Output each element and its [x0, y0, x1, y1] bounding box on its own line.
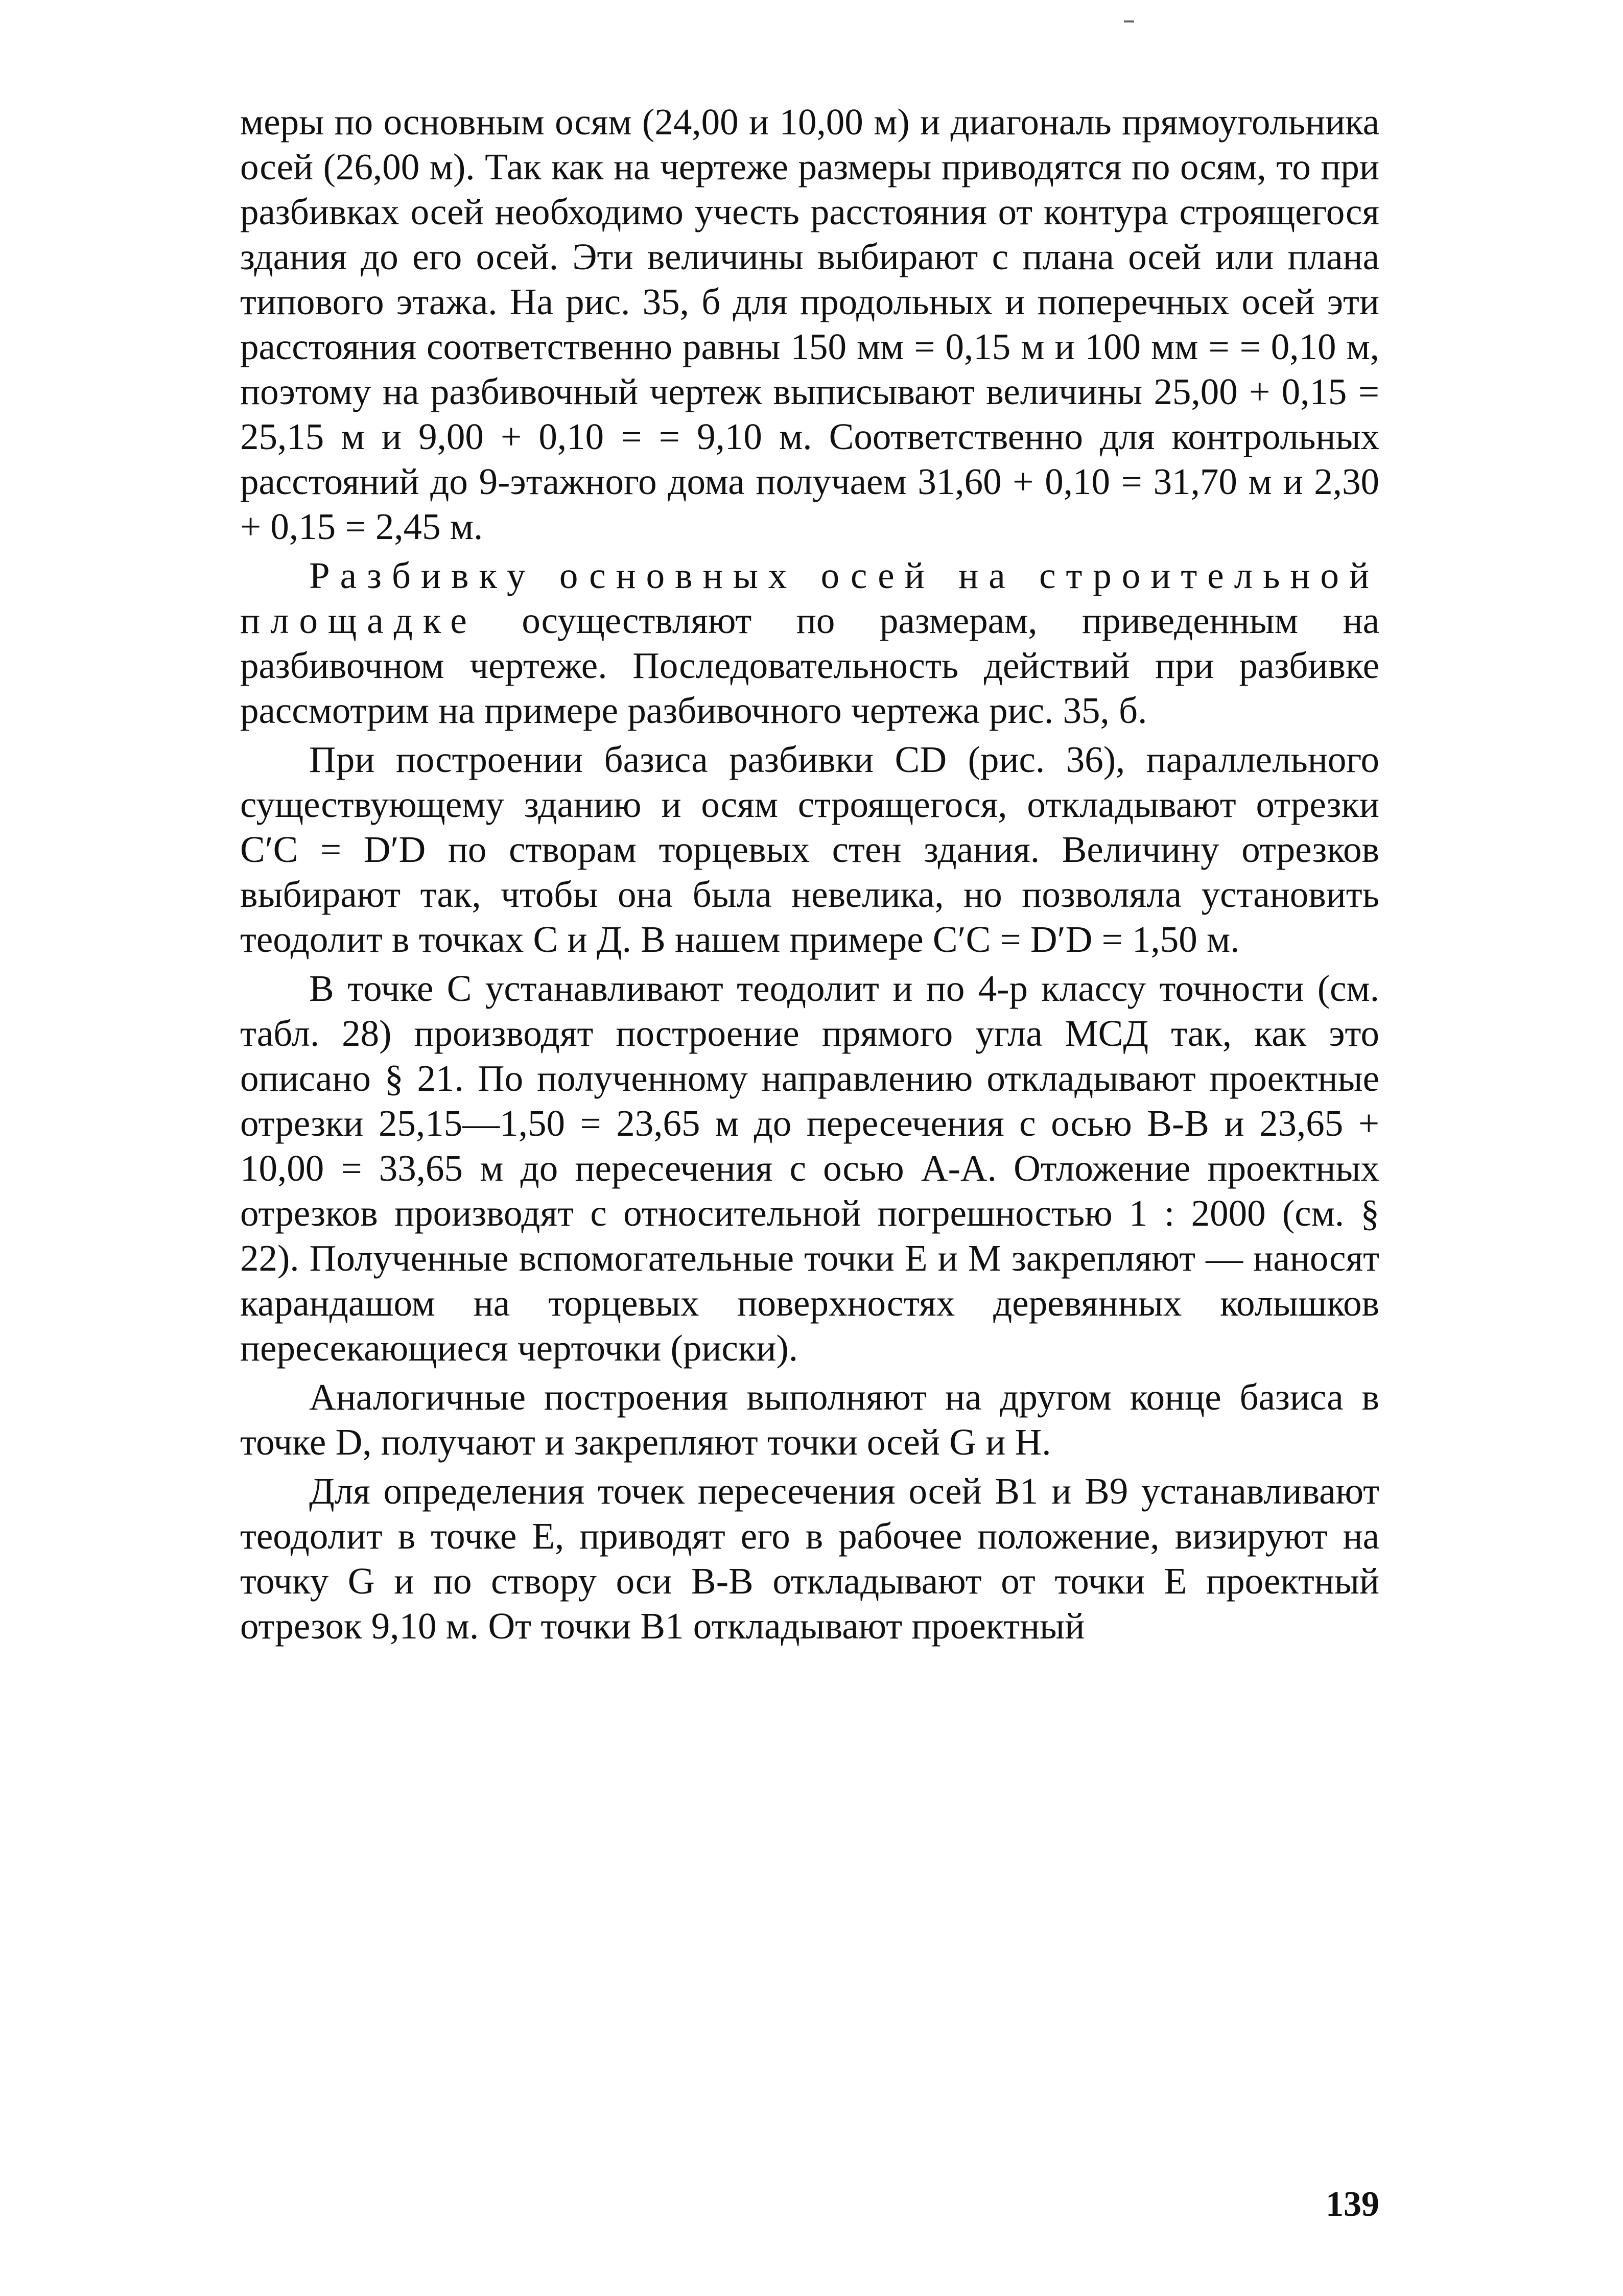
scan-mark: [1124, 20, 1134, 22]
paragraph-1: меры по основным осям (24,00 и 10,00 м) и диагональ прямоугольника осей (26,00 м). Так как на чертеже размеры приводятся по осям, то при разбивках осей необходимо учесть расстояния от контура строящегося здания до его осей. Эти величины выбирают с плана осей или плана типового этажа. На рис. 35, б для продольных и поперечных осей эти расстояния соответственно равны 150 мм = 0,15 м и 100 мм = = 0,10 м, поэтому на разбивочный чертеж выписывают величины 25,00 + 0,15 = 25,15 м и 9,00 + 0,10 = = 9,10 м. Соответственно для контрольных расстояний до 9-этажного дома получаем 31,60 + 0,10 = 31,70 м и 2,30 + 0,15 = 2,45 м.: [240, 101, 1379, 547]
page-number: 139: [1326, 2185, 1379, 2224]
paragraph-3: При построении базиса разбивки CD (рис. 36), параллельного существующему зданию и осям строящегося, откладывают отрезки C′C = D′D по створам торцевых стен здания. Величину отрезков выбирают так, чтобы она была невелика, но позволяла установить теодолит в точках C и Д. В нашем примере C′C = D′D = 1,50 м.: [240, 739, 1379, 960]
paragraph-2: [240, 553, 1379, 733]
spaced-lead: Разбивку основных осей на строительной площадке: [240, 555, 1379, 641]
page-body: [240, 100, 1379, 2224]
paragraph-6: Для определения точек пересечения осей B1 и B9 устанавливают теодолит в точке E, приводят его в рабочее положение, визируют на точку G и по створу оси B-B откладывают от точки E проектный отрезок 9,10 м. От точки B1 откладывают проектный: [240, 1470, 1379, 1647]
paragraph-2-rest: осуществляют по размерам, приведенным на разбивочном чертеже. Последовательность действий при разбивке рассмотрим на примере разбивочного чертежа рис. 35, б.: [240, 600, 1379, 731]
paragraph-5: Аналогичные построения выполняют на другом конце базиса в точке D, получают и закрепляют точки осей G и H.: [240, 1376, 1379, 1463]
paragraph-4: В точке C устанавливают теодолит и по 4-р классу точности (см. табл. 28) производят построение прямого угла MCД так, как это описано § 21. По полученному направлению откладывают проектные отрезки 25,15—1,50 = 23,65 м до пересечения с осью B-B и 23,65 + 10,00 = 33,65 м до пересечения с осью A-A. Отложение проектных отрезков производят с относительной погрешностью 1 : 2000 (см. § 22). Полученные вспомогательные точки E и M закрепляют — наносят карандашом на торцевых поверхностях деревянных колышков пересекающиеся черточки (риски).: [240, 968, 1379, 1369]
